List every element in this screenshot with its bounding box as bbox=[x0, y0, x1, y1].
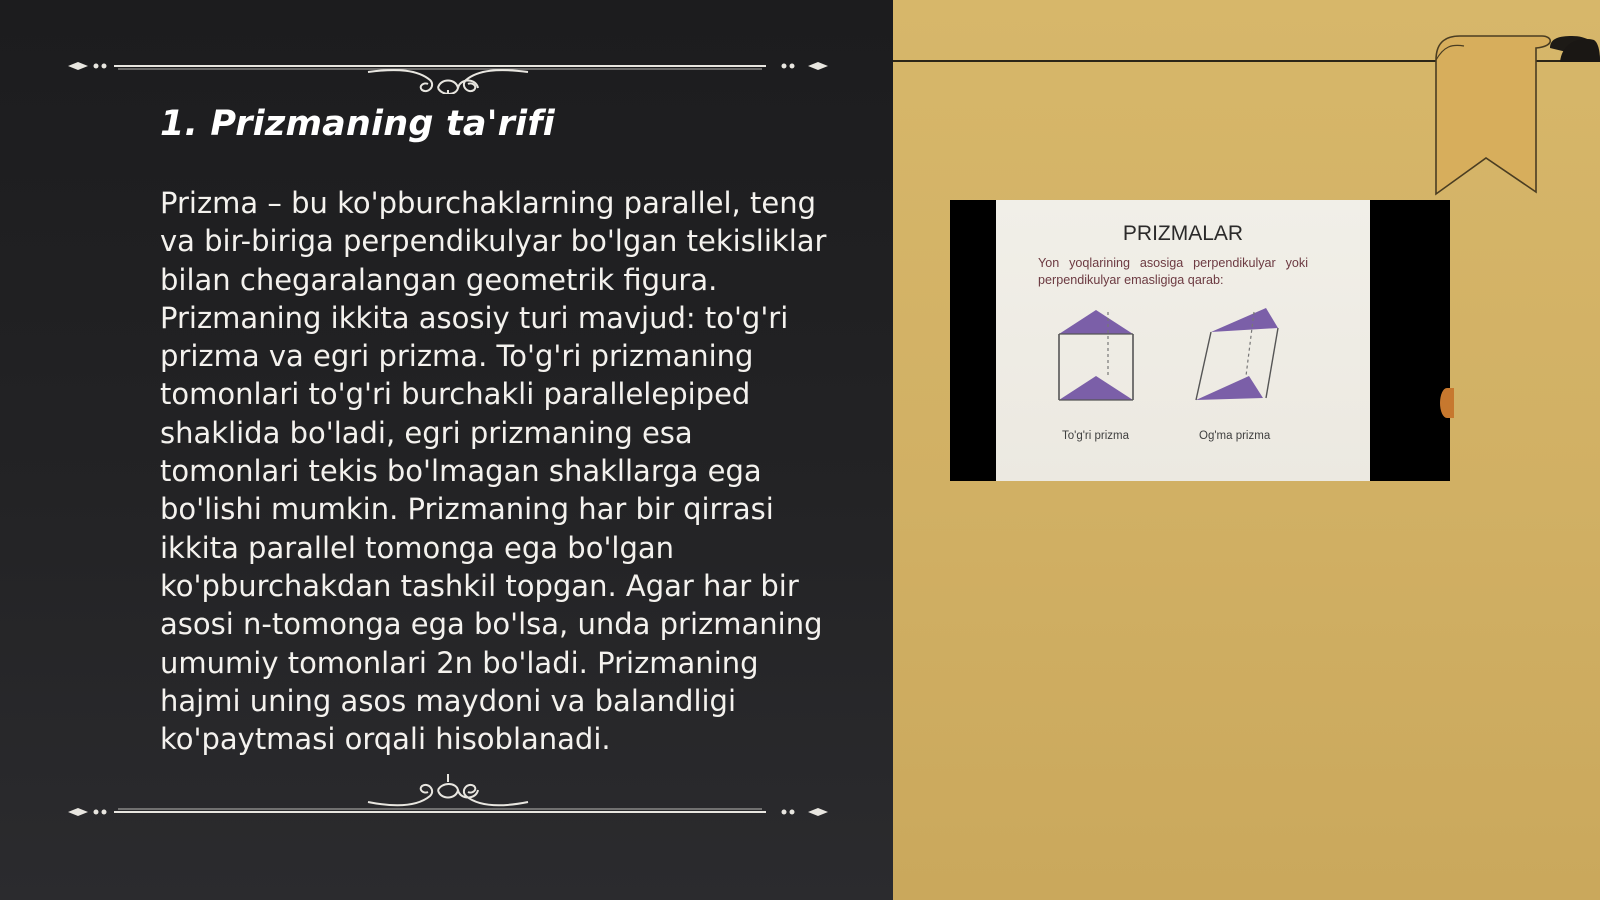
bottom-scroll-ornament-icon bbox=[68, 770, 828, 826]
prism-diagram-image bbox=[950, 200, 1450, 481]
top-scroll-ornament-icon bbox=[68, 38, 828, 94]
image-heading: PRIZMALAR bbox=[1122, 222, 1244, 245]
right-prism-figure bbox=[1059, 310, 1133, 400]
prism-drawings bbox=[996, 300, 1370, 420]
slide-title: 1. Prizmaning ta'rifi bbox=[160, 104, 555, 144]
orange-edge-mark bbox=[1440, 388, 1454, 418]
oblique-prism-label: Og'ma prizma bbox=[1199, 430, 1271, 442]
oblique-prism-figure bbox=[1196, 308, 1278, 400]
right-prism-label: To'g'ri prizma bbox=[1062, 430, 1130, 442]
bookmark-ribbon-icon bbox=[1430, 34, 1600, 199]
prism-diagram-card bbox=[996, 200, 1370, 481]
image-caption: Yon yoqlarining asosiga perpendikulyar yoki perpendikulyar emasligiga qarab: bbox=[1038, 256, 1308, 287]
slide-body-text: Prizma – bu ko'pburchaklarning parallel, teng va bir-biriga perpendikulyar bo'lgan tekisliklar bilan chegaralangan geometrik figura. Prizmaning ikkita asosiy turi mavjud: to'g'ri prizma va egri prizma. To'g'ri prizmaning tomonlari to'g'ri burchakli parallelepiped shaklida bo'ladi, egri prizmaning esa tomonlari tekis bo'lmagan shakllarga ega bo'lishi mumkin. Prizmaning har bir qirrasi ikkita parallel tomonga ega bo'lgan ko'pburchakdan tashkil topgan. Agar har bir asosi n-tomonga ega bo'lsa, unda prizmaning umumiy tomonlari 2n bo'ladi. Prizmaning hajmi uning asos maydoni va balandligi ko'paytmasi orqali hisoblanadi. bbox=[160, 186, 827, 757]
